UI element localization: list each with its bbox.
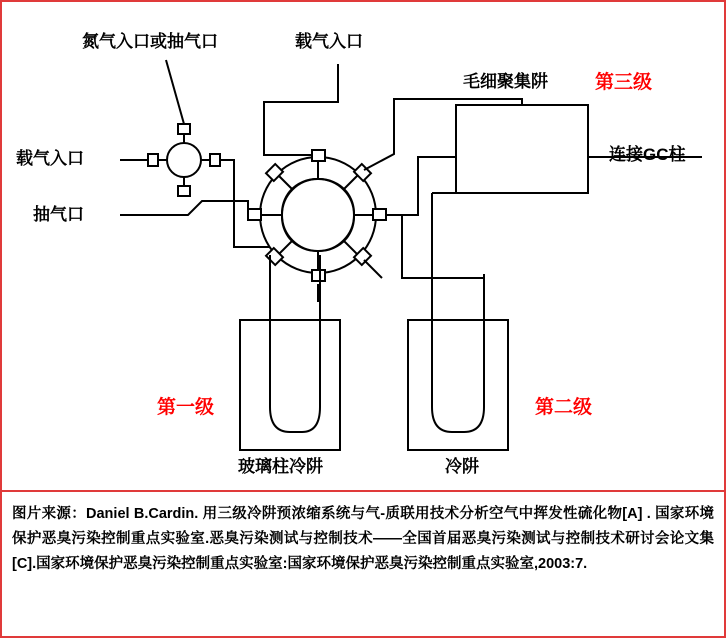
label-glass-cold-trap: 玻璃柱冷阱 xyxy=(238,457,323,476)
label-nitrogen-inlet: 氮气入口或抽气口 xyxy=(82,32,218,51)
stage-two-feed-line xyxy=(386,215,484,278)
label-stage-two: 第二级 xyxy=(535,397,593,418)
label-stage-one: 第一级 xyxy=(157,397,215,418)
diagram-area xyxy=(2,2,724,490)
label-stage-three: 第三级 xyxy=(595,72,653,93)
label-gc-column: 连接GC柱 xyxy=(609,145,686,164)
stage-one-dewar xyxy=(240,320,340,450)
label-carrier-gas-inlet-left: 载气入口 xyxy=(16,149,84,168)
figure-caption: 图片来源：Daniel B.Cardin. 用三级冷阱预浓缩系统与气-质联用技术分析空气中挥发性硫化物[A] . 国家环境保护恶臭污染控制重点实验室.恶臭污染测试与控制技术——全国首届恶臭污染测试与控制技术研讨会论文集[C].国家环境保护恶臭污染控制重点实验室:国家环境保护恶臭污染控制重点实验室,2003:7. xyxy=(12,506,714,572)
exhaust-line xyxy=(120,201,248,215)
capillary-trap-box xyxy=(456,105,588,193)
label-carrier-gas-inlet-top: 载气入口 xyxy=(295,32,363,51)
valve-to-trap-line xyxy=(386,157,456,215)
carrier-gas-top-line xyxy=(264,64,338,155)
rotary-pump-body xyxy=(167,143,201,177)
valve-lower-right-line xyxy=(364,260,382,278)
label-capillary-trap: 毛细聚集阱 xyxy=(463,72,548,91)
stage-two-dewar xyxy=(408,320,508,450)
nitrogen-inlet-line xyxy=(166,60,184,124)
label-cold-trap: 冷阱 xyxy=(445,457,479,476)
label-pump-outlet: 抽气口 xyxy=(33,205,84,224)
